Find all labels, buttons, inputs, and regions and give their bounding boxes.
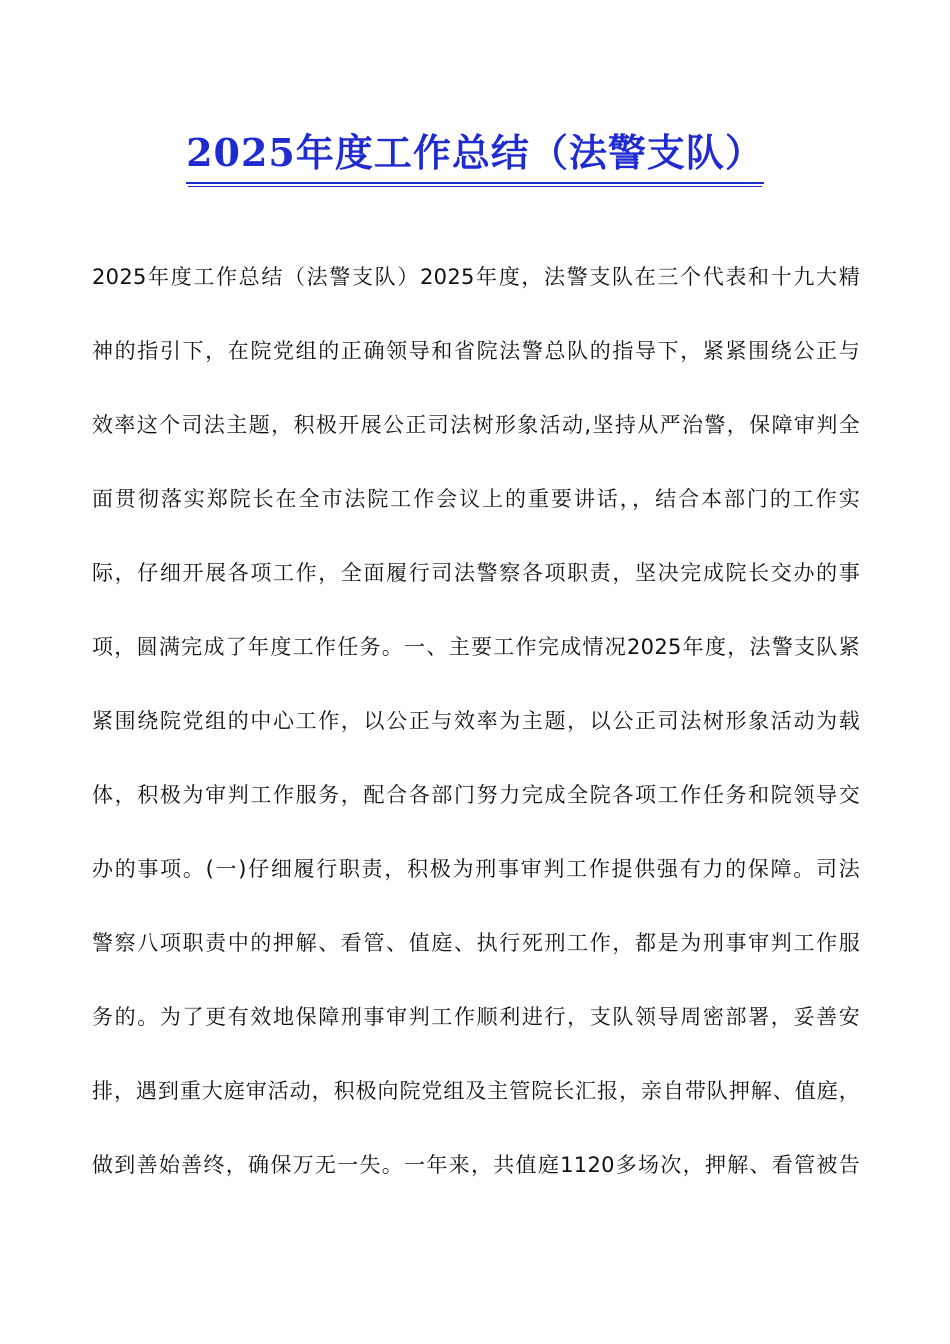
body-line: 排，遇到重大庭审活动，积极向院党组及主管院长汇报，亲自带队押解、值庭，	[92, 1079, 860, 1103]
body-line: 体，积极为审判工作服务，配合各部门努力完成全院各项工作任务和院领导交	[92, 783, 860, 807]
body-line: 办的事项。(一)仔细履行职责，积极为刑事审判工作提供强有力的保障。司法	[92, 857, 860, 881]
body-line: 神的指引下，在院党组的正确领导和省院法警总队的指导下，紧紧围绕公正与	[92, 339, 860, 363]
document-body	[92, 240, 860, 1202]
body-line: 效率这个司法主题，积极开展公正司法树形象活动,坚持从严治警，保障审判全	[92, 413, 860, 437]
body-line: 紧围绕院党组的中心工作，以公正与效率为主题，以公正司法树形象活动为载	[92, 709, 860, 733]
title-container	[0, 128, 950, 184]
document-title-link[interactable]: 2025年度工作总结（法警支队）	[186, 128, 764, 184]
body-line: 项，圆满完成了年度工作任务。一、主要工作完成情况2025年度，法警支队紧	[92, 635, 860, 659]
body-line: 警察八项职责中的押解、看管、值庭、执行死刑工作，都是为刑事审判工作服	[92, 931, 860, 955]
body-line: 际，仔细开展各项工作，全面履行司法警察各项职责，坚决完成院长交办的事	[92, 561, 860, 585]
body-line: 面贯彻落实郑院长在全市法院工作会议上的重要讲话，，结合本部门的工作实	[92, 487, 860, 511]
body-line: 务的。为了更有效地保障刑事审判工作顺利进行，支队领导周密部署，妥善安	[92, 1005, 860, 1029]
body-line: 做到善始善终，确保万无一失。一年来，共值庭1120多场次，押解、看管被告	[92, 1153, 860, 1177]
body-line: 2025年度工作总结（法警支队）2025年度，法警支队在三个代表和十九大精	[92, 265, 860, 289]
